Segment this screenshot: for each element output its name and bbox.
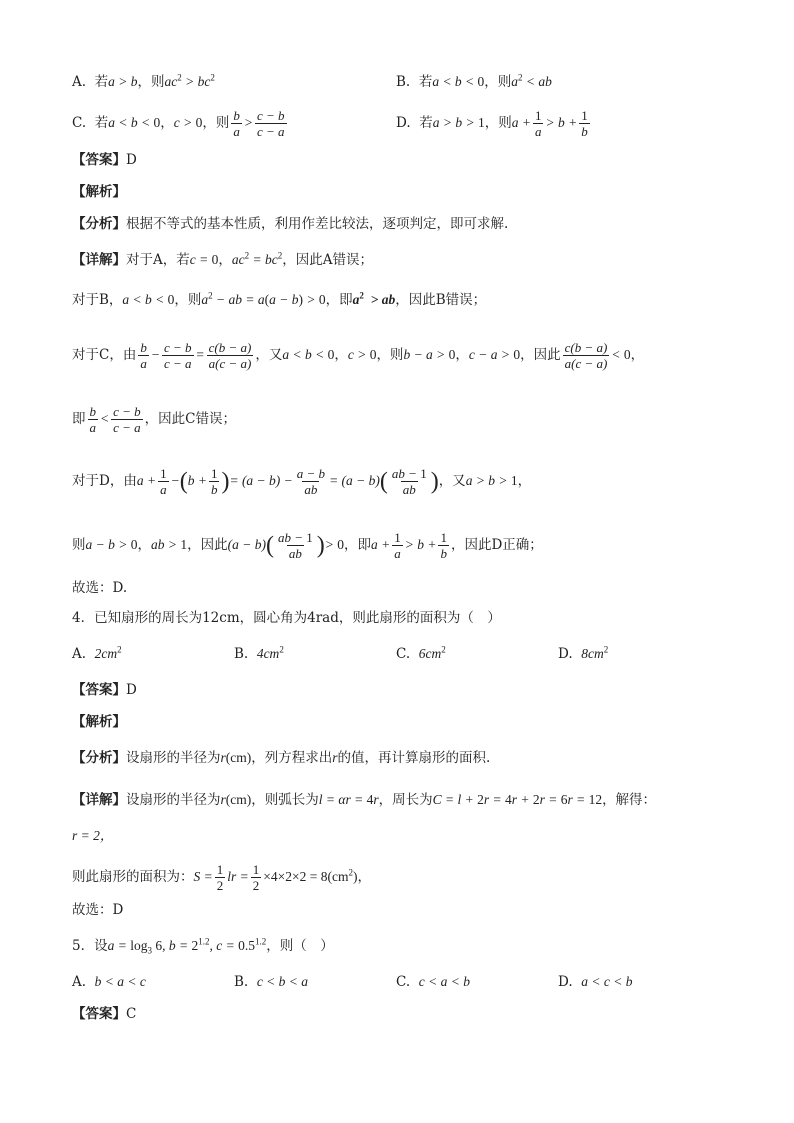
fraction: $\frac{c - b}{c - a}$ bbox=[256, 108, 285, 139]
q4-choose: 故选：D bbox=[72, 902, 124, 918]
q4-option-b: B. $4cm^2$ bbox=[234, 644, 284, 662]
fraction: $\frac{ab - 1}{ab}$ bbox=[391, 466, 427, 497]
q4-option-d: D. $8cm^2$ bbox=[558, 644, 609, 662]
q4-answer: 【答案】D bbox=[72, 682, 137, 698]
fraction: $\frac{a - b}{ab}$ bbox=[296, 466, 326, 497]
q3-detail-d2: 则a − b > 0，ab > 1，因此(a − b)( $\frac{ab - 1}{ab}$ )> 0，即a + $\frac{1}{a}$ > b + $\frac{1}{b}$ ，因此D正确； bbox=[72, 530, 543, 561]
q3-detail-c2: 即 $\frac{b}{a}$ < $\frac{c - b}{c - a}$ ，因此C错误； bbox=[72, 404, 237, 435]
fraction: $\frac{c - b}{c - a}$ bbox=[163, 340, 192, 371]
q3-choose: 故选：D. bbox=[72, 580, 128, 596]
fraction: $\frac{1}{a}$ bbox=[160, 466, 167, 497]
q5-option-d: D. a < c < b bbox=[558, 974, 633, 990]
q3-optB-cond: a < b < 0 bbox=[432, 74, 485, 89]
q3-detail-a: 【详解】对于A，若c = 0，$ac^2 = bc^2$，因此A错误； bbox=[72, 250, 373, 268]
q5-answer: 【答案】C bbox=[72, 1006, 137, 1022]
q3-optA-concl: $ac^2 > bc^2$ bbox=[164, 72, 215, 89]
q4-detail: 【详解】设扇形的半径为r(cm)，则弧长为l = αr = 4r，周长为C = l + 2r = 4r + 2r = 6r = 12，解得： bbox=[72, 792, 657, 808]
fraction: $\frac{b}{a}$ bbox=[89, 404, 96, 435]
fraction: $\frac{1}{b}$ bbox=[210, 466, 218, 497]
fraction: $\frac{1}{2}$ bbox=[216, 862, 224, 893]
q3-optB-concl: $a^2$ < ab bbox=[511, 72, 552, 89]
fraction: $\frac{1}{b}$ bbox=[581, 108, 588, 139]
q5-option-a: A. b < a < c bbox=[72, 974, 146, 990]
q4-r-value: r = 2， bbox=[72, 828, 114, 843]
fraction: $\frac{ab - 1}{ab}$ bbox=[277, 530, 313, 561]
q3-detail-b: 对于B，a < b < 0，则$a^2$ − ab = a(a − b) > 0，即$a^2$ > ab，因此B错误； bbox=[72, 290, 487, 308]
q4-option-c: C. $6cm^2$ bbox=[396, 644, 446, 662]
q4-area: 则此扇形的面积为：S = $\frac{1}{2}$ lr = $\frac{1}{2}$ $\times 4\times 2\times 2 = 8(cm^2)$， bbox=[72, 862, 371, 893]
q5-stem: 5．设$a = \log_3 6$, $b = 2^{1.2}$, $c = 0.5^{1.2}$，则（ ） bbox=[72, 936, 334, 956]
fraction: $\frac{b}{a}$ bbox=[233, 108, 240, 139]
fraction: $\frac{b}{a}$ bbox=[140, 340, 147, 371]
fraction: $\frac{c - b}{c - a}$ bbox=[113, 404, 141, 435]
fraction: $\frac{c(b - a)}{a(c - a)}$ bbox=[564, 340, 608, 371]
fraction: $\frac{1}{b}$ bbox=[440, 530, 447, 561]
q3-option-b: B. 若a < b < 0，则$a^2$ < ab bbox=[396, 72, 552, 90]
q3-detail-c: 对于C，由 $\frac{b}{a}$ − $\frac{c - b}{c - a}$ = $\frac{c(b - a)}{a(c - a)}$ ，又a < b < 0，c > 0，则b − a > 0，c − a > 0，因此 $\frac{c(b - a)}{a(c - a)}$ < 0， bbox=[72, 340, 645, 371]
q5-option-b: B. c < b < a bbox=[234, 974, 309, 990]
fraction: $\frac{1}{a}$ bbox=[394, 530, 401, 561]
q3-option-c: C. 若a < b < 0，c > 0，则 $\frac{b}{a}$ > $\frac{c - b}{c - a}$ bbox=[72, 108, 285, 139]
q3-option-d: D. 若a > b > 1，则a + $\frac{1}{a}$ > b + $\frac{1}{b}$ bbox=[396, 108, 588, 139]
q4-stem: 4．已知扇形的周长为12cm，圆心角为4rad，则此扇形的面积为（ ） bbox=[72, 610, 501, 626]
q3-fenxi: 【分析】根据不等式的基本性质，利用作差比较法，逐项判定，即可求解. bbox=[72, 216, 509, 232]
q3-optA-cond: a > b bbox=[108, 74, 138, 89]
fraction: $\frac{1}{a}$ bbox=[534, 108, 542, 139]
q4-fenxi: 【分析】设扇形的半径为r(cm)，列方程求出r的值，再计算扇形的面积. bbox=[72, 750, 491, 766]
q3-answer: 【答案】D bbox=[72, 152, 137, 168]
q4-analysis-tag: 【解析】 bbox=[72, 714, 126, 730]
fraction: $\frac{c(b - a)}{a(c - a)}$ bbox=[208, 340, 252, 371]
q4-option-a: A. $2cm^2$ bbox=[72, 644, 122, 662]
fraction: $\frac{1}{2}$ bbox=[252, 862, 260, 893]
q5-option-c: C. c < a < b bbox=[396, 974, 470, 990]
q3-analysis-tag: 【解析】 bbox=[72, 184, 126, 200]
q3-option-a: A. 若a > b，则$ac^2 > bc^2$ bbox=[72, 72, 215, 90]
q3-detail-d: 对于D，由a + $\frac{1}{a}$ −(b + $\frac{1}{b}$ )= (a − b) − $\frac{a - b}{ab}$ = (a − b)( $\frac{ab - 1}{ab}$ )，又a > b > 1， bbox=[72, 466, 532, 497]
